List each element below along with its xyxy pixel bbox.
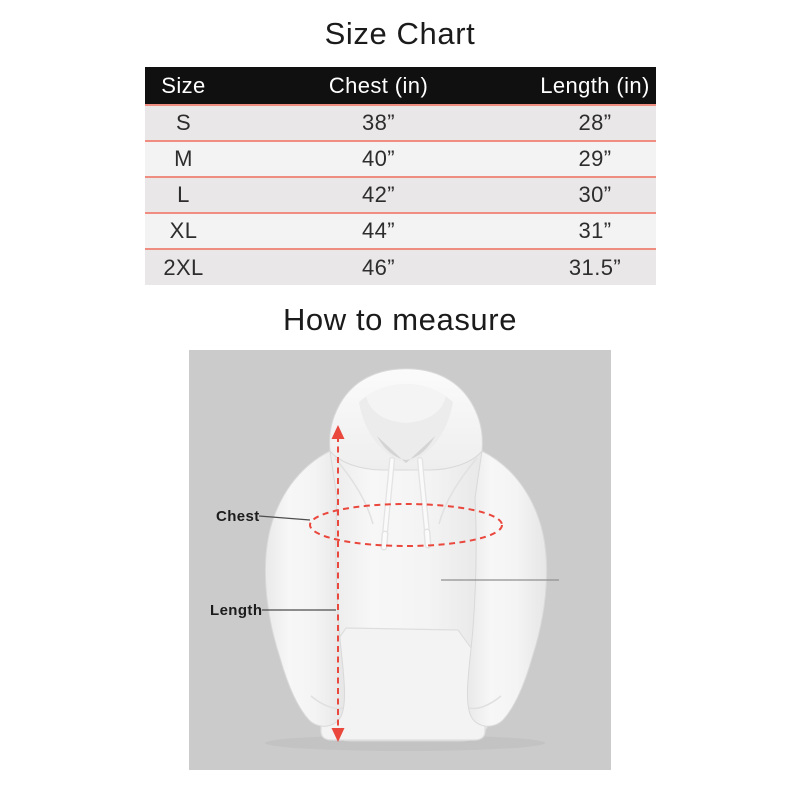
- length-value: 28”: [578, 110, 612, 135]
- length-value: 31.5”: [568, 254, 622, 280]
- chest-value: 38”: [362, 110, 395, 135]
- hoodie-sleeve-right: [467, 451, 546, 726]
- measure-diagram: [189, 350, 611, 770]
- chest-value: 44”: [362, 218, 395, 243]
- length-value: 31”: [578, 218, 612, 243]
- col-header-chest: Chest (in): [223, 67, 535, 105]
- size-chart-header: [145, 67, 656, 105]
- chest-value: 40”: [362, 146, 395, 171]
- length-label: Length: [210, 602, 263, 619]
- length-value: 29”: [578, 146, 612, 171]
- size-value: L: [177, 182, 190, 207]
- table-row-l: [145, 177, 656, 213]
- size-value: S: [175, 110, 192, 135]
- table-row-m: [145, 141, 656, 177]
- col-header-size: Size: [145, 67, 223, 105]
- header-row: [145, 67, 656, 105]
- size-value: XL: [169, 218, 198, 243]
- table-row-2xl: [145, 249, 656, 285]
- table-row-s: [145, 105, 656, 141]
- page-title: Size Chart: [324, 16, 476, 51]
- chest-value: 46”: [362, 254, 395, 280]
- size-value: 2XL: [163, 254, 204, 280]
- length-value: 30”: [578, 182, 612, 207]
- size-chart-table: [145, 67, 656, 285]
- chest-value: 42”: [362, 182, 395, 207]
- chest-label: Chest: [216, 508, 260, 525]
- size-value: M: [174, 146, 193, 171]
- col-header-length: Length (in): [535, 67, 656, 105]
- hoodie-sleeve-left: [265, 451, 344, 726]
- kangaroo-pocket: [321, 628, 485, 740]
- table-row-xl: [145, 213, 656, 249]
- hoodie-illustration: [189, 350, 611, 770]
- measure-section-title: How to measure: [282, 302, 518, 337]
